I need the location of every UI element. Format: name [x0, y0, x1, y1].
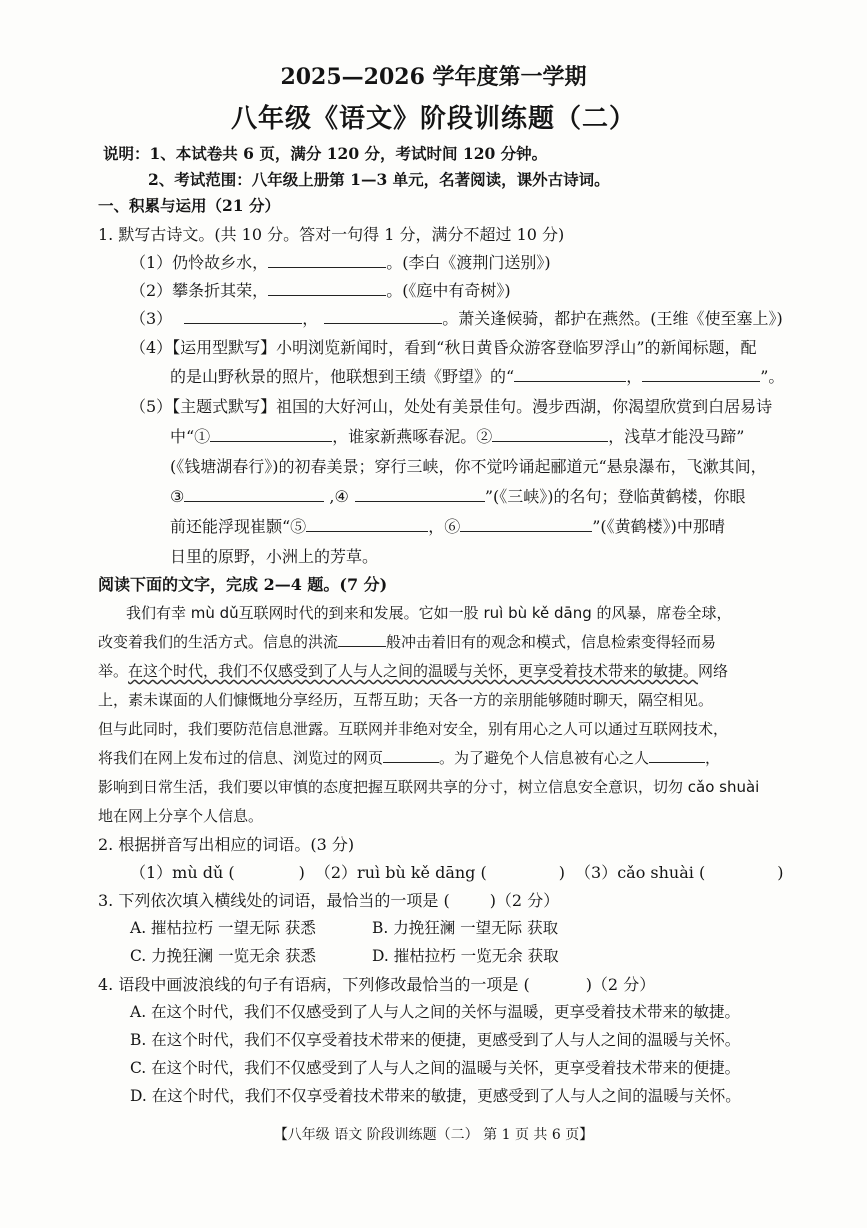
instruction-line-2: 2、考试范围：八年级上册第 1—3 单元，名著阅读，课外古诗词。 — [148, 170, 610, 189]
answer-blank[interactable] — [383, 747, 439, 763]
q3-option-c[interactable]: C. 力挽狂澜 一览无余 获悉 — [130, 947, 317, 965]
q3-stem — [98, 888, 559, 911]
q3-option-b[interactable]: B. 力挽狂澜 一望无际 获取 — [372, 919, 559, 937]
q1-item-5-line-1: （5）【主题式默写】祖国的大好河山，处处有美景佳句。漫步西湖，你渴望欣赏到白居易诗 — [130, 397, 773, 416]
page-footer: 【八年级 语文 阶段训练题（二） 第 1 页 共 6 页】 — [273, 1127, 594, 1143]
q1-item-5-text: ③ — [170, 487, 185, 506]
q3-option-a[interactable]: A. 摧枯拉朽 一望无际 获悉 — [130, 919, 316, 937]
q1-item-3-comma: ， — [302, 309, 319, 328]
passage-text: 般冲击着旧有的观念和模式，信息检索变得轻而易 — [386, 633, 717, 651]
q2-answers — [130, 860, 783, 883]
q1-item-5-line-4 — [170, 484, 746, 507]
exam-term-title: 2025—2026 学年度第一学期 — [280, 64, 587, 90]
q1-item-1-text: （1）仍怜故乡水， — [130, 253, 269, 272]
q4-stem-text: 4. 语段中画波浪线的句子有语病，下列修改最恰当的一项是 ( — [98, 975, 530, 994]
passage-text: 。为了避免个人信息被有心之人 — [439, 749, 650, 767]
answer-blank[interactable] — [460, 515, 592, 532]
q1-item-2 — [130, 278, 511, 301]
q2-item-1-end: ) — [298, 863, 305, 882]
exam-main-title: 八年级《语文》阶段训练题（二） — [230, 104, 636, 134]
q1-item-4-end: ”。 — [760, 367, 785, 386]
q1-item-5-text: ”(《黄鹤楼》)中那晴 — [592, 517, 725, 536]
q1-item-4-text: 的是山野秋景的照片，他联想到王绩《野望》的“ — [170, 367, 515, 386]
passage-line-4: 上，素未谋面的人们慷慨地分享经历，互帮互助；天各一方的亲朋能够随时聊天，隔空相见。 — [98, 691, 714, 709]
q1-item-3 — [130, 306, 783, 329]
q1-item-1-source: 。(李白《渡荆门送别》) — [386, 253, 551, 272]
q1-item-5-line-3: (《钱塘湖春行》)的初春美景；穿行三峡，你不觉吟诵起郦道元“悬泉瀑布，飞漱其间， — [170, 457, 767, 476]
q1-stem: 1. 默写古诗文。(共 10 分。答对一句得 1 分，满分不超过 10 分) — [98, 225, 565, 244]
wavy-underlined-sentence: 在这个时代，我们不仅感受到了人与人之间的温暖与关怀，更享受着技术带来的敏捷。 — [128, 662, 699, 680]
passage-text: 将我们在网上发布过的信息、浏览过的网页 — [98, 749, 384, 767]
answer-blank[interactable] — [514, 365, 626, 382]
passage-line-3 — [98, 660, 728, 681]
passage-text: 改变着我们的生活方式。信息的洪流 — [98, 633, 339, 651]
q1-item-5-text: ，谁家新燕啄春泥。② — [332, 427, 493, 446]
answer-blank[interactable] — [642, 365, 760, 382]
q1-item-5-text: ，浅草才能没马蹄” — [608, 427, 745, 446]
passage-line-2 — [98, 631, 716, 652]
q4-score: )（2 分） — [585, 975, 656, 994]
q3-option-d[interactable]: D. 摧枯拉朽 一览无余 获取 — [372, 947, 559, 965]
q1-item-5-line-6: 日里的原野，小洲上的芳草。 — [170, 547, 379, 566]
q4-stem — [98, 972, 655, 995]
q1-item-4-comma: ， — [626, 367, 643, 386]
q2-item-2: （2）ruì bù kě dāng ( — [314, 863, 487, 882]
passage-text: ， — [705, 749, 721, 767]
answer-blank[interactable] — [268, 279, 386, 296]
answer-blank[interactable] — [338, 631, 386, 647]
passage-line-8: 地在网上分享个人信息。 — [98, 807, 264, 825]
q3-score: )（2 分） — [489, 891, 560, 910]
q1-item-2-text: （2）攀条折其荣， — [130, 281, 269, 300]
passage-line-1: 我们有幸 mù dǔ互联网时代的到来和发展。它如一股 ruì bù kě dāng 的风暴，席卷全球， — [126, 604, 732, 622]
answer-blank[interactable] — [184, 485, 324, 502]
passage-line-7: 影响到日常生活，我们要以审慎的态度把握互联网共享的分寸，树立信息安全意识，切勿 cǎo shuài — [98, 778, 760, 796]
q1-item-5-text: 前还能浮现崔颢“⑤ — [170, 517, 307, 536]
passage-text: 网络 — [698, 662, 729, 680]
q1-item-5-text: ，⑥ — [428, 517, 461, 536]
answer-blank[interactable] — [210, 425, 332, 442]
q1-item-4-line-1: （4）【运用型默写】小明浏览新闻时，看到“秋日黄昏众游客登临罗浮山”的新闻标题，配 — [130, 338, 757, 357]
passage-line-5: 但与此同时，我们要防范信息泄露。互联网并非绝对安全，别有用心之人可以通过互联网技术， — [98, 720, 729, 738]
answer-blank[interactable] — [355, 485, 485, 502]
q1-item-4-line-2 — [170, 364, 784, 387]
q4-option-d[interactable]: D. 在这个时代，我们不仅享受着技术带来的敏捷，更感受到了人与人之间的温暖与关怀。 — [130, 1087, 741, 1105]
q1-item-5-line-5 — [170, 514, 725, 537]
q1-item-5-line-2 — [170, 424, 744, 447]
q1-item-3-source: 。萧关逢候骑，都护在燕然。(王维《使至塞上》) — [442, 309, 783, 328]
q2-stem: 2. 根据拼音写出相应的词语。(3 分) — [98, 835, 355, 854]
section-1-heading: 一、积累与运用（21 分） — [98, 196, 280, 215]
q1-item-2-source: 。(《庭中有奇树》) — [386, 281, 511, 300]
answer-blank[interactable] — [184, 307, 302, 324]
answer-blank[interactable] — [324, 307, 442, 324]
instruction-line-1: 说明：1、本试卷共 6 页，满分 120 分，考试时间 120 分钟。 — [103, 144, 548, 163]
q3-stem-text: 3. 下列依次填入横线处的词语，最恰当的一项是 ( — [98, 891, 450, 910]
passage-text: 举。 — [98, 662, 129, 680]
answer-blank[interactable] — [268, 251, 386, 268]
q4-option-a[interactable]: A. 在这个时代，我们不仅感受到了人与人之间的关怀与温暖，更享受着技术带来的敏捷。 — [130, 1003, 741, 1021]
answer-blank[interactable] — [492, 425, 608, 442]
answer-blank[interactable] — [649, 747, 705, 763]
q1-item-1 — [130, 250, 551, 273]
reading-heading: 阅读下面的文字，完成 2—4 题。(7 分) — [98, 575, 388, 594]
q4-option-b[interactable]: B. 在这个时代，我们不仅享受着技术带来的便捷，更感受到了人与人之间的温暖与关怀。 — [130, 1031, 741, 1049]
passage-line-6 — [98, 747, 720, 768]
q1-item-5-text: ,④ — [324, 487, 349, 506]
q2-item-3: （3）cǎo shuài ( — [575, 863, 706, 882]
q1-item-3-text: （3） — [130, 309, 173, 328]
q2-item-1: （1）mù dǔ ( — [130, 863, 235, 882]
q2-item-3-end: ) — [777, 863, 784, 882]
q2-item-2-end: ) — [558, 863, 566, 882]
q1-item-5-text: 中“① — [170, 427, 211, 446]
answer-blank[interactable] — [306, 515, 428, 532]
q4-option-c[interactable]: C. 在这个时代，我们不仅感受到了人与人之间的温暖与关怀，更享受着技术带来的便捷。 — [130, 1059, 741, 1077]
q1-item-5-text: ”(《三峡》)的名句；登临黄鹤楼，你眼 — [484, 487, 746, 506]
